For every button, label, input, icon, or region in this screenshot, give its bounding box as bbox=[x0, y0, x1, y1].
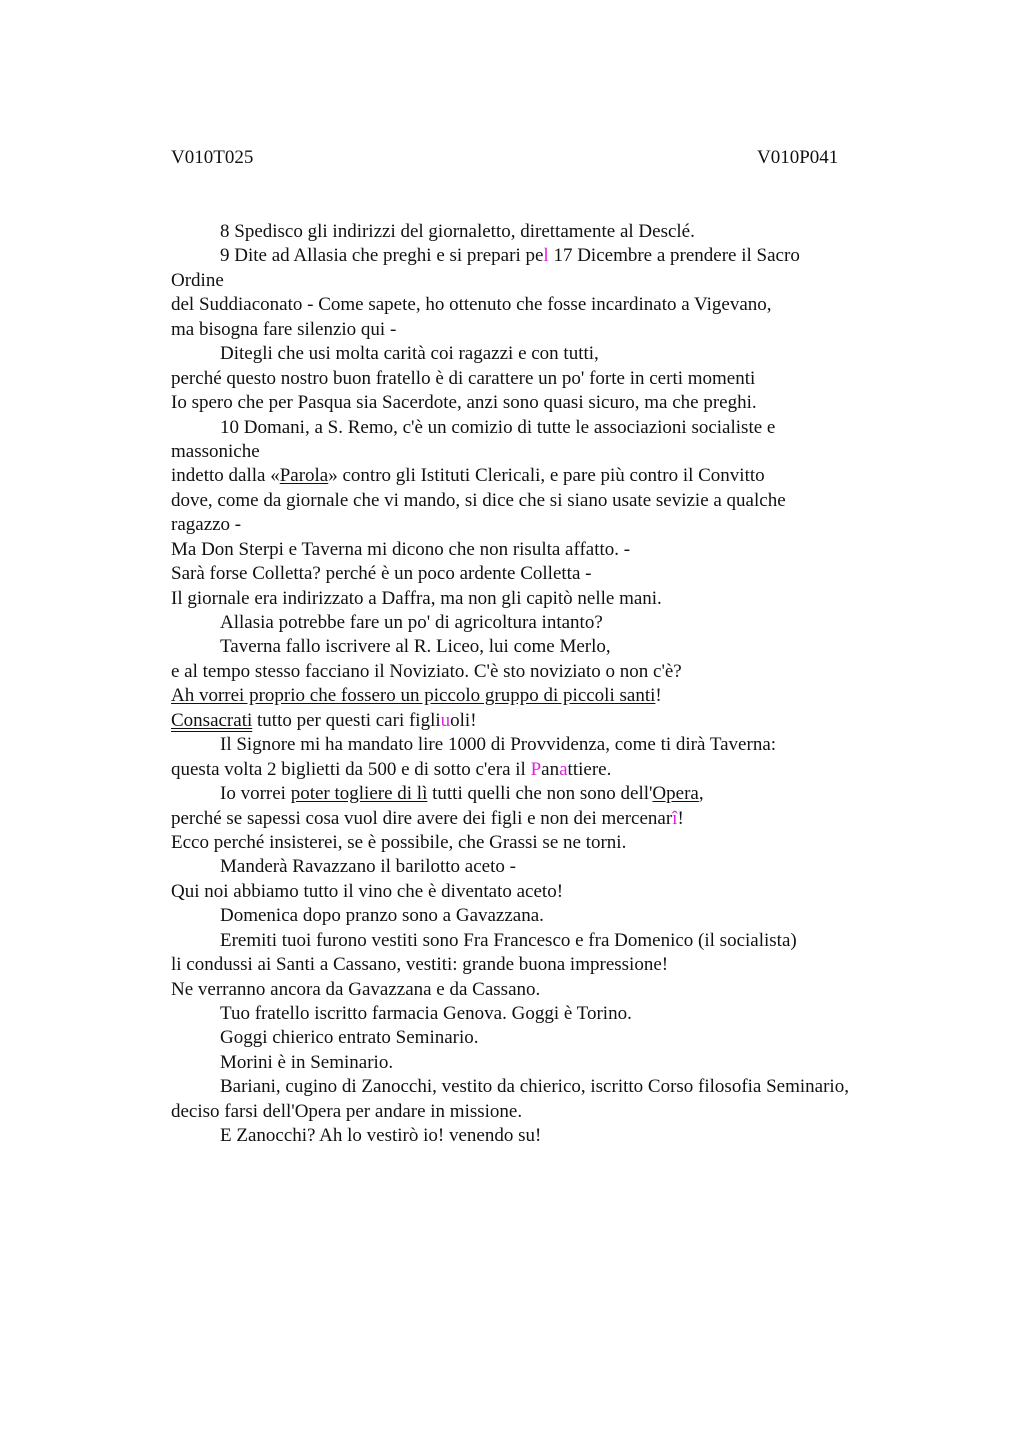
text-line bbox=[171, 269, 931, 293]
text-segment: Taverna fallo iscrivere al R. Liceo, lui come Merlo, bbox=[220, 636, 611, 658]
text-segment: Io vorrei bbox=[220, 783, 291, 805]
text-segment: dove, come da giornale che vi mando, si dice che si siano usate sevizie a qualche bbox=[171, 489, 786, 511]
text-line bbox=[171, 904, 931, 928]
underlined-text: poter togliere di lì bbox=[290, 783, 428, 805]
highlighted-char: î bbox=[672, 807, 678, 829]
text-line bbox=[171, 587, 931, 611]
text-line bbox=[171, 489, 931, 513]
text-line bbox=[171, 1026, 931, 1050]
text-segment: 8 Spedisco gli indirizzi del giornaletto, direttamente al Desclé. bbox=[220, 221, 695, 242]
document-code-right: V010P041 bbox=[757, 147, 839, 168]
text-line bbox=[171, 733, 931, 757]
text-segment: » contro gli Istituti Clericali, e pare più contro il Convitto bbox=[328, 465, 765, 487]
text-line bbox=[171, 953, 931, 977]
text-line bbox=[171, 782, 931, 806]
highlighted-char: l bbox=[543, 245, 549, 267]
text-line bbox=[171, 1100, 931, 1124]
highlighted-char: a bbox=[559, 758, 568, 780]
text-segment: Ma Don Sterpi e Taverna mi dicono che non risulta affatto. - bbox=[171, 538, 631, 560]
text-segment: ! bbox=[655, 685, 662, 707]
text-line bbox=[171, 611, 931, 635]
text-segment: Sarà forse Colletta? perché è un poco ardente Colletta - bbox=[171, 563, 592, 585]
text-segment: e al tempo stesso facciano il Noviziato. C'è sto noviziato o non c'è? bbox=[171, 660, 682, 682]
text-segment: Allasia potrebbe fare un po' di agricoltura intanto? bbox=[220, 612, 603, 633]
text-segment: an bbox=[541, 758, 560, 780]
text-segment: ttiere. bbox=[567, 758, 612, 780]
text-segment: 9 Dite ad Allasia che preghi e si prepari pe bbox=[220, 245, 544, 267]
text-segment: Ditegli che usi molta carità coi ragazzi e con tutti, bbox=[220, 343, 599, 365]
text-segment: Ecco perché insisterei, se è possibile, che Grassi se ne torni. bbox=[171, 831, 627, 853]
text-segment: 10 Domani, a S. Remo, c'è un comizio di tutte le associazioni socialiste e bbox=[220, 416, 776, 438]
text-segment: Il Signore mi ha mandato lire 1000 di Provvidenza, come ti dirà Taverna: bbox=[220, 734, 777, 756]
text-segment: Ordine bbox=[171, 269, 224, 291]
text-line bbox=[171, 244, 931, 268]
text-line bbox=[171, 929, 931, 953]
text-segment: deciso farsi dell'Opera per andare in missione. bbox=[171, 1100, 523, 1122]
text-segment: del Suddiaconato - Come sapete, ho ottenuto che fosse incardinato a Vigevano, bbox=[171, 294, 772, 316]
text-segment: Tuo fratello iscritto farmacia Genova. Goggi è Torino. bbox=[220, 1003, 632, 1024]
text-segment: E Zanocchi? Ah lo vestirò io! venendo su! bbox=[220, 1125, 542, 1147]
highlighted-char: P bbox=[530, 758, 542, 780]
text-segment: Goggi chierico entrato Seminario. bbox=[220, 1027, 479, 1049]
text-segment: ragazzo - bbox=[171, 514, 242, 536]
text-line bbox=[171, 318, 931, 342]
text-segment: Io spero che per Pasqua sia Sacerdote, anzi sono quasi sicuro, ma che preghi. bbox=[171, 392, 757, 414]
text-segment: questa volta 2 biglietti da 500 e di sotto c'era il bbox=[171, 758, 531, 780]
text-line bbox=[171, 464, 931, 488]
text-line bbox=[171, 807, 931, 831]
text-line bbox=[171, 709, 931, 733]
text-line bbox=[171, 293, 931, 317]
text-segment: oli! bbox=[450, 709, 477, 731]
text-line bbox=[171, 342, 931, 366]
text-segment: indetto dalla « bbox=[171, 465, 280, 487]
text-line bbox=[171, 831, 931, 855]
text-line bbox=[171, 855, 931, 879]
text-line bbox=[171, 1124, 931, 1148]
text-line bbox=[171, 513, 931, 537]
underlined-text: Opera bbox=[652, 783, 699, 805]
text-segment: 17 Dicembre a prendere il Sacro bbox=[548, 245, 800, 267]
text-segment: Morini è in Seminario. bbox=[220, 1051, 394, 1073]
underlined-text: Ah vorrei proprio che fossero un piccolo gruppo di piccoli santi bbox=[171, 685, 656, 707]
text-segment: tutto per questi cari figli bbox=[252, 709, 441, 731]
text-line bbox=[171, 684, 931, 708]
text-line bbox=[171, 660, 931, 684]
text-line bbox=[171, 1051, 931, 1075]
text-line bbox=[171, 416, 931, 440]
text-segment: Ne verranno ancora da Gavazzana e da Cassano. bbox=[171, 978, 541, 1000]
text-segment: Eremiti tuoi furono vestiti sono Fra Francesco e fra Domenico (il socialista) bbox=[220, 929, 797, 951]
text-line bbox=[171, 1075, 931, 1099]
text-segment: Bariani, cugino di Zanocchi, vestito da chierico, iscritto Corso filosofia Seminario, bbox=[220, 1076, 849, 1098]
text-segment: ! bbox=[677, 807, 684, 829]
text-line bbox=[171, 391, 931, 415]
text-segment: perché questo nostro buon fratello è di carattere un po' forte in certi momenti bbox=[171, 367, 756, 389]
text-segment: tutti quelli che non sono dell' bbox=[427, 783, 653, 805]
text-segment: massoniche bbox=[171, 440, 260, 462]
text-line bbox=[171, 758, 931, 782]
highlighted-char: u bbox=[440, 709, 451, 731]
text-line bbox=[171, 538, 931, 562]
text-segment: Domenica dopo pranzo sono a Gavazzana. bbox=[220, 905, 544, 927]
text-line bbox=[171, 880, 931, 904]
double-underlined-text: Consacrati bbox=[171, 709, 253, 731]
text-segment: Il giornale era indirizzato a Daffra, ma non gli capitò nelle mani. bbox=[171, 587, 662, 609]
text-segment: li condussi ai Santi a Cassano, vestiti: grande buona impressione! bbox=[171, 954, 669, 976]
text-segment: , bbox=[698, 783, 704, 805]
document-code-left: V010T025 bbox=[171, 147, 254, 168]
text-line bbox=[171, 635, 931, 659]
text-line bbox=[171, 1002, 931, 1026]
text-line bbox=[171, 562, 931, 586]
text-segment: perché se sapessi cosa vuol dire avere dei figli e non dei mercenar bbox=[171, 807, 673, 829]
text-segment: Qui noi abbiamo tutto il vino che è diventato aceto! bbox=[171, 880, 564, 902]
text-segment: ma bisogna fare silenzio qui - bbox=[171, 318, 397, 340]
underlined-text: Parola bbox=[279, 465, 329, 487]
text-line bbox=[171, 220, 931, 244]
letter-body bbox=[171, 220, 931, 1149]
text-line bbox=[171, 978, 931, 1002]
text-segment: Manderà Ravazzano il barilotto aceto - bbox=[220, 856, 516, 878]
text-line bbox=[171, 367, 931, 391]
text-line bbox=[171, 440, 931, 464]
